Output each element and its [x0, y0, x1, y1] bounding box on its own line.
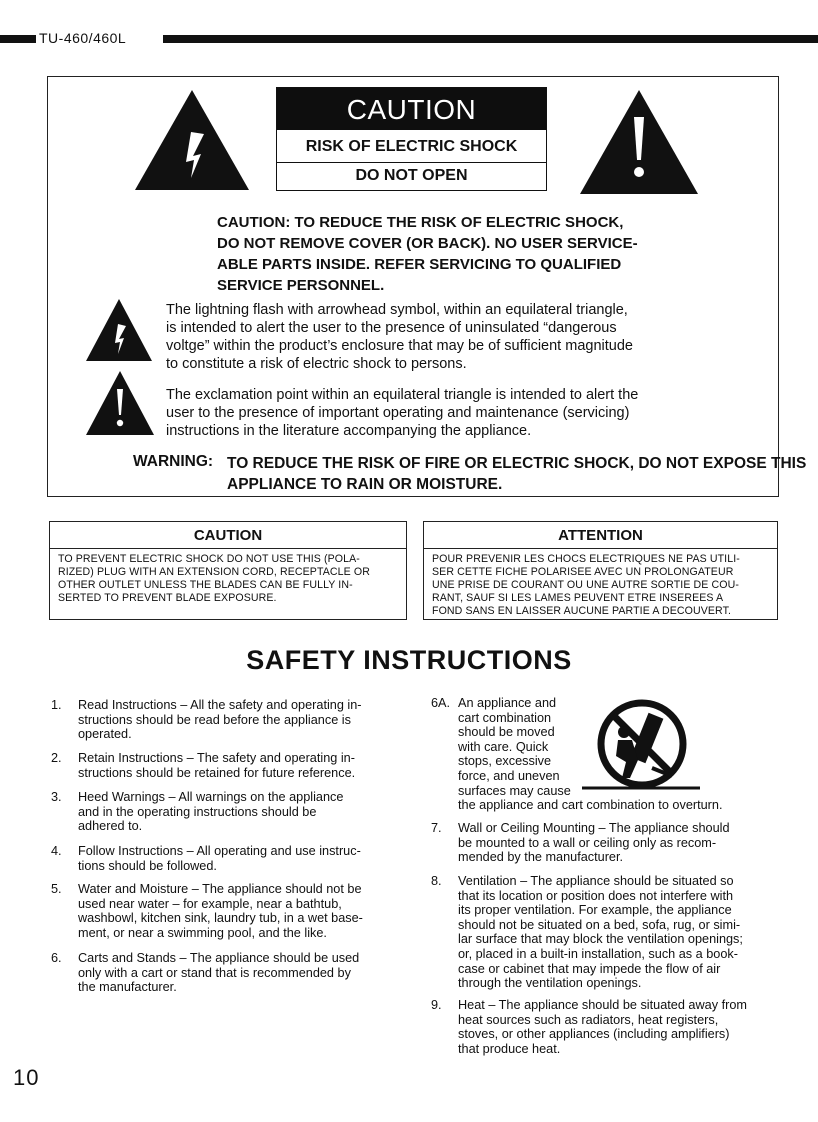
caution-banner — [276, 87, 547, 191]
page-number: 10 — [13, 1065, 40, 1090]
lightning-triangle-icon — [135, 90, 249, 190]
fire-warning-text: TO REDUCE THE RISK OF FIRE OR ELECTRIC SHOCK, DO NOT EXPOSE THIS APPLIANCE TO RAIN OR MOISTURE. — [227, 455, 807, 493]
fire-warning-label: WARNING: — [133, 453, 214, 470]
attention-box — [423, 521, 778, 620]
safety-instructions-title: SAFETY INSTRUCTIONS — [246, 645, 572, 675]
attention-box-title: ATTENTION — [424, 522, 777, 549]
caution-box-title: CAUTION — [50, 522, 406, 549]
attention-box-body: POUR PREVENIR LES CHOCS ELECTRIQUES NE PAS UTILI- SER CETTE FICHE POLARISEE AVEC UN PROLONGATEUR UNE PRISE DE COURANT OU UNE AUTRE SORTIE DE COU- RANT, SAUF SI LES LAMES PEUVENT ETRE INSEREES A FOND SANS EN LAISSER AUCUNE PARTIE A DECOUVERT. — [432, 553, 740, 617]
caution-box-body: TO PREVENT ELECTRIC SHOCK DO NOT USE THIS (POLA- RIZED) PLUG WITH AN EXTENSION CORD, RECEPTACLE OR OTHER OUTLET UNLESS THE BLADES CAN BE FULLY IN- SERTED TO PREVENT BLADE EXPOSURE. — [58, 553, 370, 604]
header-rule-left — [0, 35, 36, 43]
do-not-open-line: DO NOT OPEN — [355, 167, 468, 184]
main-caution-text: CAUTION: TO REDUCE THE RISK OF ELECTRIC SHOCK, DO NOT REMOVE COVER (OR BACK). NO USER SERVICE- ABLE PARTS INSIDE. REFER SERVICING TO QUALIFIED SERVICE PERSONNEL. — [217, 214, 638, 294]
small-exclamation-triangle-icon — [86, 371, 154, 435]
exclamation-triangle-icon — [580, 90, 698, 194]
banner-divider — [277, 162, 546, 163]
exclamation-explanation: The exclamation point within an equilateral triangle is intended to alert the user to the presence of important operating and maintenance (servicing) instructions in the literature accompanying the appliance. — [166, 387, 639, 439]
risk-of-shock-line: RISK OF ELECTRIC SHOCK — [305, 138, 518, 155]
header-rule-right — [163, 35, 818, 43]
cart-tipover-warning-icon — [582, 698, 702, 792]
model-title: TU-460/460L — [39, 30, 127, 46]
lightning-explanation: The lightning flash with arrowhead symbol, within an equilateral triangle, is intended to alert the user to the presence of uninsulated “dangerous voltge” within the product’s enclosure that may be of sufficient magnitude to constitute a risk of electric shock to persons. — [166, 302, 633, 372]
caution-banner-title: CAUTION — [277, 88, 546, 130]
caution-box — [49, 521, 407, 620]
small-lightning-triangle-icon — [86, 299, 152, 361]
